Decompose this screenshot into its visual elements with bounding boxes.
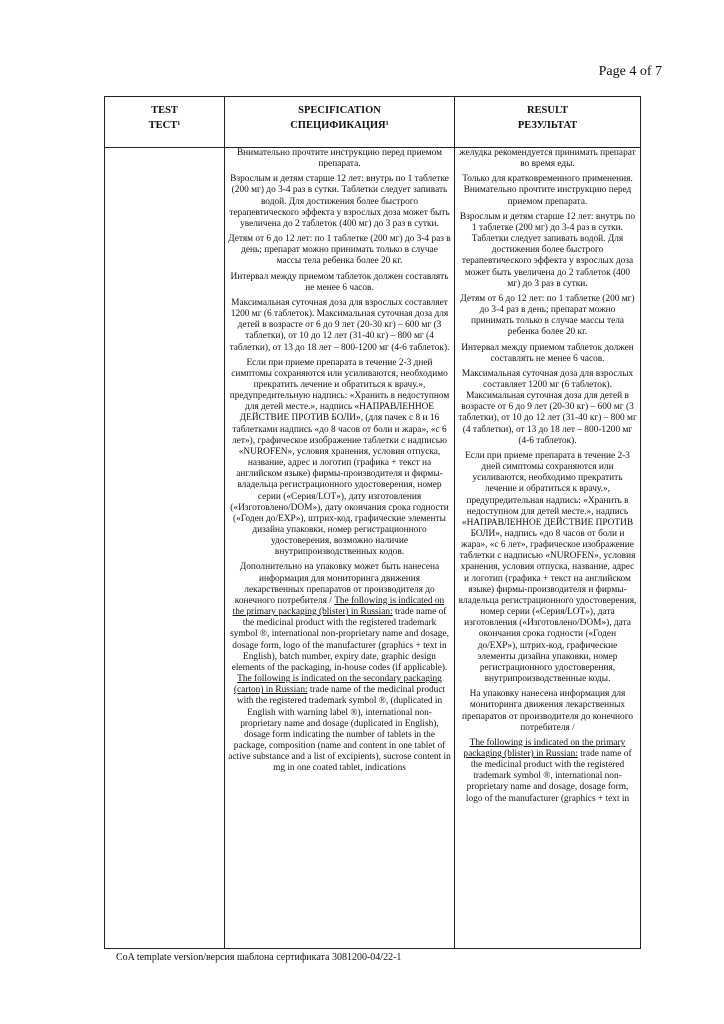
spec-secondary-packaging-heading: The following is indicated on the secondary packaging (carton) in Russian: [233, 674, 442, 696]
result-paragraph: Только для кратковременного применения. Внимательно прочтите инструкцию перед приемом препарата. [462, 174, 633, 207]
spec-paragraph: Взрослым и детям старше 12 лет: внутрь по 1 таблетке (200 мг) до 3-4 раз в сутки. Таблетки следует запивать водой. Для достижения более быстрого терапевтического эффекта у взрослых доза может быть увеличена до 2 таблеток (400 мг) до 3 раз в сутки. [229, 174, 450, 229]
header-specification [225, 97, 455, 148]
spec-paragraph: Интервал между приемом таблеток должен составлять не менее 6 часов. [230, 271, 449, 293]
table-row [105, 148, 641, 949]
result-cell [455, 148, 641, 949]
page-number: Page 4 of 7 [598, 64, 662, 79]
result-paragraph: Интервал между приемом таблеток должен составлять не менее 6 часов. [461, 342, 634, 364]
spec-primary-packaging-text: trade name of the medicinal product with the registered trademark symbol ®, international non-proprietary name and dosage, dosage form, logo of the manufacturer (graphics + text in English), batch number, expiry date, graphic design elements of the packaging, in-house codes (if applicable). [230, 607, 449, 673]
header-result-en: RESULT [526, 105, 569, 116]
spec-paragraph: Максимальная суточная доза для взрослых составляет 1200 мг (6 таблеток). Максимальная суточная доза для детей в возрасте от 6 до 9 лет (20-30 кг) – 600 мг (3 таблетки), от 10 до 12 лет (31-40 кг) – 800 мг (4 таблетки), от 13 до 18 лет – 800-1200 мг (4-6 таблеток). [229, 297, 450, 353]
spec-paragraph: Детям от 6 до 12 лет: по 1 таблетке (200 мг) до 3-4 раз в день; препарат можно принимать только в случае массы тела ребенка более 20 кг. [228, 234, 451, 267]
spec-monitoring-text: Дополнительно на упаковку может быть нанесена информация для мониторинга движения лекарственных препаратов от производителя до конечного потребителя / [234, 562, 440, 606]
result-paragraph: Максимальная суточная доза для взрослых составляет 1200 мг (6 таблеток). Максимальная суточная доза для детей в возрасте от 6 до 9 лет (20-30 кг) – 600 мг (3 таблетки), от 10 до 12 лет (31-40 кг) – 800 мг (4 таблетки), от 13 до 18 лет – 800-1200 мг (4-6 таблеток). [458, 368, 637, 446]
result-primary-packaging-heading: The following is indicated on the primary packaging (blister) in Russian: [463, 737, 626, 759]
result-paragraph: Детям от 6 до 12 лет: по 1 таблетке (200 мг) до 3-4 раз в день; препарат можно принимать только в случае массы тела ребенка более 20 кг. [460, 293, 635, 338]
test-cell [105, 148, 225, 949]
footer-template-version: CoA template version/версия шаблона сертификата 3081200-04/22-1 [116, 952, 402, 963]
header-spec-en: SPECIFICATION [298, 105, 381, 116]
header-test-en: TEST [151, 105, 178, 116]
spec-paragraph: Если при приеме препарата в течение 2-3 дней симптомы сохраняются или усиливаются, необходимо прекратить лечение и обратиться к врачу.», предупредительную надпись: «Хранить в недоступном для детей месте.», надпись «НАПРАВЛЕННОЕ ДЕЙСТВИЕ ПРОТИВ БОЛИ», (для пачек с 8 и 16 таблетками надпись «до 8 часов от боли и жара», «с 6 лет»), графическое изображение таблетки с надписью «NUROFEN», условия хранения, условия отпуска, название, адрес и логотип (графика + текст на английском языке) фирмы-производителя и фирмы-владельца регистрационного удостоверения, номер серии («Серия/LOT»), дату изготовления («Изготовлено/DOM»), дату окончания срока годности («Годен до/EXP»), штрих-код, графические элементы дизайна упаковки, номер регистрационного удостоверения, возможно наличие внутрипроизводственных кодов. [229, 357, 450, 558]
spec-paragraph [228, 562, 451, 774]
result-paragraph [458, 738, 637, 805]
spec-secondary-packaging-text: trade name of the medicinal product with the registered trademark symbol ®, (duplicated in English with warning label ®), international non-proprietary name and dosage (duplicated in English), dosage form indicating the number of tablets in the package, composition (name and content in one tablet of active substance and a list of excipients), sucrose content in mg in one coated tablet, indications [228, 685, 451, 774]
header-result-ru: РЕЗУЛЬТАТ [517, 120, 578, 131]
result-paragraph: желудка рекомендуется принимать препарат во время еды. [459, 148, 636, 170]
result-paragraph: Взрослым и детям старше 12 лет: внутрь по 1 таблетке (200 мг) до 3-4 раз в сутки. Таблетки следует запивать водой. Для достижения более быстрого терапевтического эффекта у взрослых доза может быть увеличена до 2 таблеток (400 мг) до 3 раз в сутки. [459, 211, 636, 289]
spec-paragraph: Внимательно прочтите инструкцию перед приемом препарата. [236, 148, 443, 170]
specification-cell [225, 148, 455, 949]
header-spec-ru: СПЕЦИФИКАЦИЯ¹ [290, 120, 389, 131]
result-paragraph: На упаковку нанесена информация для мониторинга движения лекарственных препаратов от производителя до конечного потребителя / [461, 689, 633, 733]
header-test-ru: ТЕСТ¹ [148, 120, 181, 131]
table-header-row [105, 97, 641, 148]
spec-primary-packaging-heading: The following is indicated on the primary packaging (blister) in Russian: [232, 595, 445, 618]
header-test [105, 97, 225, 148]
header-result [455, 97, 641, 148]
result-primary-packaging-text: trade name of the medicinal product with the registered trademark symbol ®, international non-proprietary name and dosage, dosage form, logo of the manufacturer (graphics + text in [465, 748, 632, 804]
specification-table [104, 96, 641, 949]
result-paragraph: Если при приеме препарата в течение 2-3 дней симптомы сохраняются или усиливаются, необходимо прекратить лечение и обратиться к врачу.», предупредительная надпись: «Хранить в недоступном для детей месте.», надпись «НАПРАВЛЕННОЕ ДЕЙСТВИЕ ПРОТИВ БОЛИ», надпись «до 8 часов от боли и жара», «с 6 лет», графическое изображение таблетки с надписью «NUROFEN», условия хранения, условия отпуска, название, адрес и логотип (графика + текст на английском языке) фирмы-производителя и фирмы-владельца регистрационного удостоверения, номер серии («Серия/LOT»), дата изготовления («Изготовлено/DOM»), дата окончания срока годности («Годен до/EXP»), штрих-код, графические элементы дизайна упаковки, номер регистрационного удостоверения, внутрипроизводственные коды. [458, 450, 637, 685]
